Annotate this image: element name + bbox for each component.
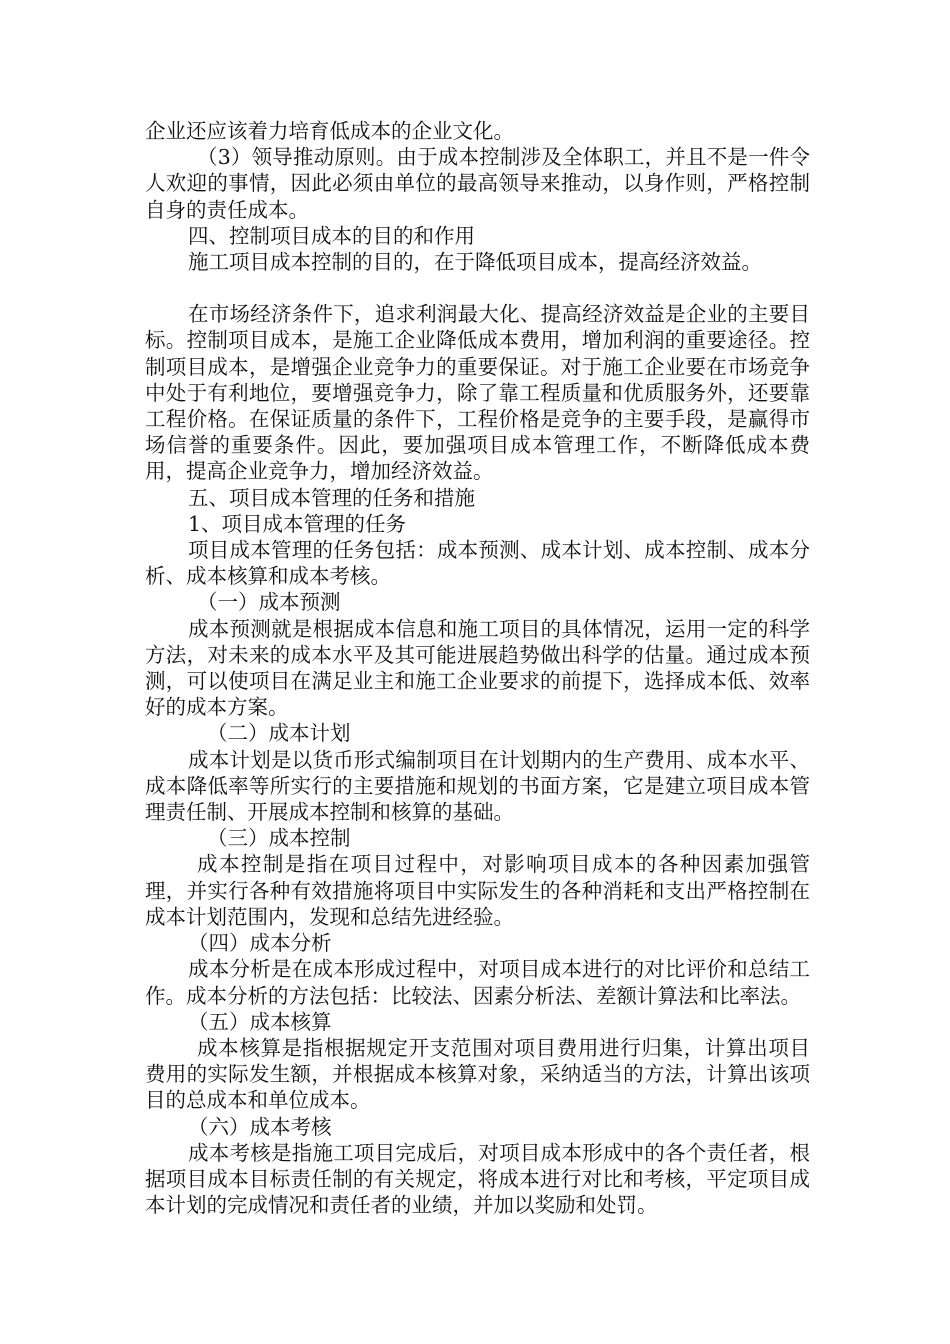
subheading-cost-control: （三）成本控制 (207, 826, 351, 851)
subheading-cost-accounting: （五）成本核算 (188, 1009, 332, 1034)
subheading-cost-analysis: （四）成本分析 (188, 931, 332, 956)
paragraph-4: 施工项目成本控制的目的，在于降低项目成本，提高经济效益。 (188, 250, 762, 275)
section-heading-4: 四、控制项目成本的目的和作用 (188, 223, 475, 248)
subheading-cost-forecast: （一）成本预测 (197, 590, 341, 615)
paragraph-1: 企业还应该着力培育低成本的企业文化。 (145, 119, 514, 143)
paragraph-10: 成本预测就是根据成本信息和施工项目的具体情况，运用一定的科学方法，对未来的成本水平及其可能进展趋势做出科学的估量。通过成本预测，可以使项目在满足业主和施工企业要求的前提下，选择成本低、效率好的成本方案。 (145, 616, 810, 720)
blank-line (145, 275, 810, 301)
paragraph-2: （3）领导推动原则。由于成本控制涉及全体职工，并且不是一件令人欢迎的事情，因此必须由单位的最高领导来推动，以身作则，严格控制自身的责任成本。 (145, 145, 810, 222)
section-heading-5: 五、项目成本管理的任务和措施 (188, 485, 475, 510)
paragraph-12: 成本计划是以货币形式编制项目在计划期内的生产费用、成本水平、成本降低率等所实行的主要措施和规划的书面方案，它是建立项目成本管理责任制、开展成本控制和核算的基础。 (145, 747, 810, 825)
paragraph-8: 项目成本管理的任务包括：成本预测、成本计划、成本控制、成本分析、成本核算和成本考核。 (145, 538, 810, 589)
paragraph-5: 在市场经济条件下，追求利润最大化、提高经济效益是企业的主要目标。控制项目成本，是施工企业降低成本费用，增加利润的重要途径。控制项目成本，是增强企业竞争力的重要保证。对于施工企业要在市场竞争中处于有利地位，要增强竞争力，除了靠工程质量和优质服务外，还要靠工程价格。在保证质量的条件下，工程价格是竞争的主要手段，是赢得市场信誉的重要条件。因此，要加强项目成本管理工作，不断降低成本费用，提高企业竞争力，增加经济效益。 (145, 302, 810, 484)
paragraph-16: 成本分析是在成本形成过程中，对项目成本进行的对比评价和总结工作。成本分析的方法包括：比较法、因素分析法、差额计算法和比率法。 (145, 957, 810, 1008)
paragraph-20: 成本考核是指施工项目完成后，对项目成本形成中的各个责任者，根据项目成本目标责任制的有关规定，将成本进行对比和考核，平定项目成本计划的完成情况和责任者的业绩，并加以奖励和处罚。 (145, 1140, 810, 1218)
subheading-cost-plan: （二）成本计划 (207, 721, 351, 746)
document-body (145, 118, 810, 1218)
subheading-cost-assessment: （六）成本考核 (188, 1114, 332, 1139)
subheading-1: 1、项目成本管理的任务 (188, 511, 407, 536)
paragraph-14: 成本控制是指在项目过程中，对影响项目成本的各种因素加强管理，并实行各种有效措施将项目中实际发生的各种消耗和支出严格控制在成本计划范围内，发现和总结先进经验。 (145, 852, 810, 929)
paragraph-18: 成本核算是指根据规定开支范围对项目费用进行归集，计算出项目费用的实际发生额，并根据成本核算对象，采纳适当的方法，计算出该项目的总成本和单位成本。 (145, 1035, 810, 1113)
